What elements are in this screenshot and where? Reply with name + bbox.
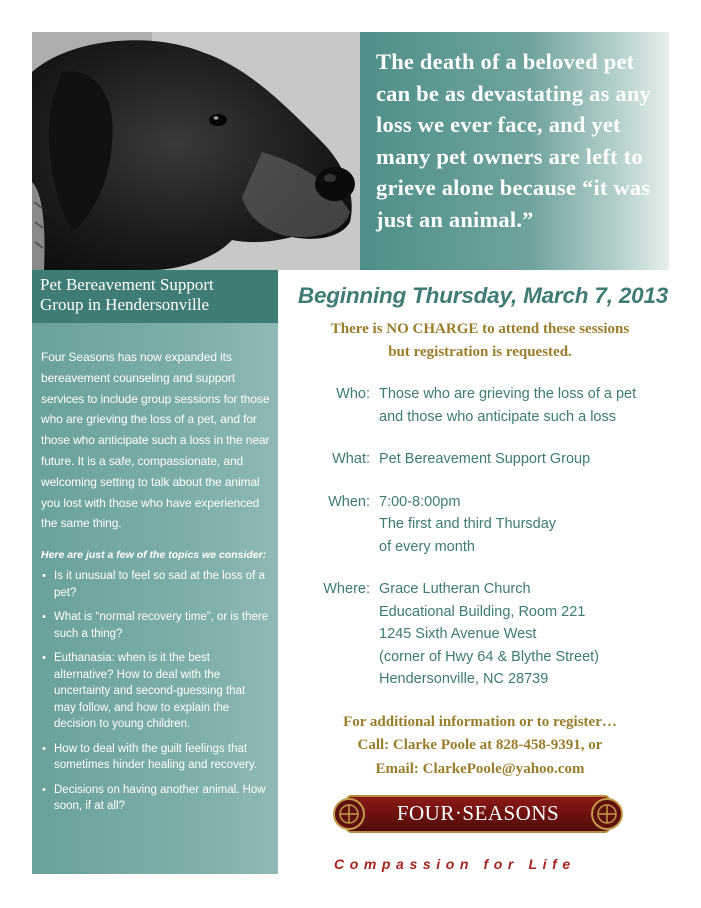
list-item: • Decisions on having another animal. How soon, if at all? xyxy=(41,782,270,815)
tagline: Compassion for Life xyxy=(334,856,576,872)
list-item: • What is “normal recovery time”, or is there such a thing? xyxy=(41,609,270,642)
sidebar-header xyxy=(32,270,278,323)
when-label: When: xyxy=(328,493,370,510)
when-value xyxy=(379,491,670,559)
where-row xyxy=(290,578,670,691)
where-line: Grace Lutheran Church xyxy=(379,581,531,597)
who-label: Who: xyxy=(336,386,370,402)
quote-text: The death of a beloved pet can be as devastating as any loss we ever face, and yet many pet owners are left to grieve alone because “it was just an animal.” xyxy=(376,49,652,232)
quote-panel xyxy=(360,32,669,270)
when-line: of every month xyxy=(379,538,475,555)
where-value xyxy=(379,578,670,691)
when-line: 7:00-8:00pm xyxy=(379,493,461,510)
who-value xyxy=(379,383,670,428)
four-seasons-logo xyxy=(333,792,623,836)
intro-paragraph: Four Seasons has now expanded its bereavement counseling and support services to include group sessions for those who are grieving the loss of a pet, and for those who anticipate such a loss in the near future. It is a safe, compassionate, and welcoming setting to talk about the animal you lost with those who have experienced the same thing. xyxy=(41,350,270,531)
contact-phone: Call: Clarke Poole at 828-458-9391, or xyxy=(357,737,603,753)
no-charge-line: There is NO CHARGE to attend these sessions xyxy=(330,321,630,337)
list-item: • Is it unusual to feel so sad at the loss of a pet? xyxy=(41,568,270,601)
where-line: Educational Building, Room 221 xyxy=(379,603,586,620)
who-line: Those who are grieving the loss of a pet xyxy=(379,386,637,402)
dog-photo xyxy=(32,32,360,270)
what-value xyxy=(379,448,670,471)
sidebar-title-line: Group in Hendersonville xyxy=(40,295,210,314)
list-item: • How to deal with the guilt feelings that sometimes hinder healing and recovery. xyxy=(41,741,270,774)
what-label: What: xyxy=(332,451,370,467)
no-charge-notice xyxy=(290,318,670,364)
sidebar-body xyxy=(32,323,278,874)
sidebar-title xyxy=(40,275,270,315)
topics-heading: Here are just a few of the topics we consider: xyxy=(41,549,267,562)
contact-line: For additional information or to register… xyxy=(343,713,617,730)
no-charge-line: but registration is requested. xyxy=(388,344,572,360)
where-line: 1245 Sixth Avenue West xyxy=(379,626,537,642)
topics-list xyxy=(41,568,270,815)
logo-text: FOUR·SEASONS xyxy=(396,801,560,825)
who-row xyxy=(290,383,670,428)
where-line: Hendersonville, NC 28739 xyxy=(379,671,549,687)
when-row xyxy=(290,491,670,559)
sidebar-title-line: Pet Bereavement Support xyxy=(40,275,214,294)
when-line: The first and third Thursday xyxy=(379,516,557,532)
where-label: Where: xyxy=(323,581,370,597)
what-line: Pet Bereavement Support Group xyxy=(379,451,591,467)
where-line: (corner of Hwy 64 & Blythe Street) xyxy=(379,648,599,665)
contact-info xyxy=(290,711,670,782)
start-date-heading: Beginning Thursday, March 7, 2013 xyxy=(297,283,669,308)
contact-email: Email: ClarkePoole@yahoo.com xyxy=(375,760,585,777)
what-row xyxy=(290,448,670,471)
event-details xyxy=(290,280,670,781)
list-item: • Euthanasia: when is it the best alternative? How to deal with the uncertainty and second-guessing that may follow, and how to explain the decision to young children. xyxy=(41,650,270,733)
who-line: and those who anticipate such a loss xyxy=(379,408,616,425)
